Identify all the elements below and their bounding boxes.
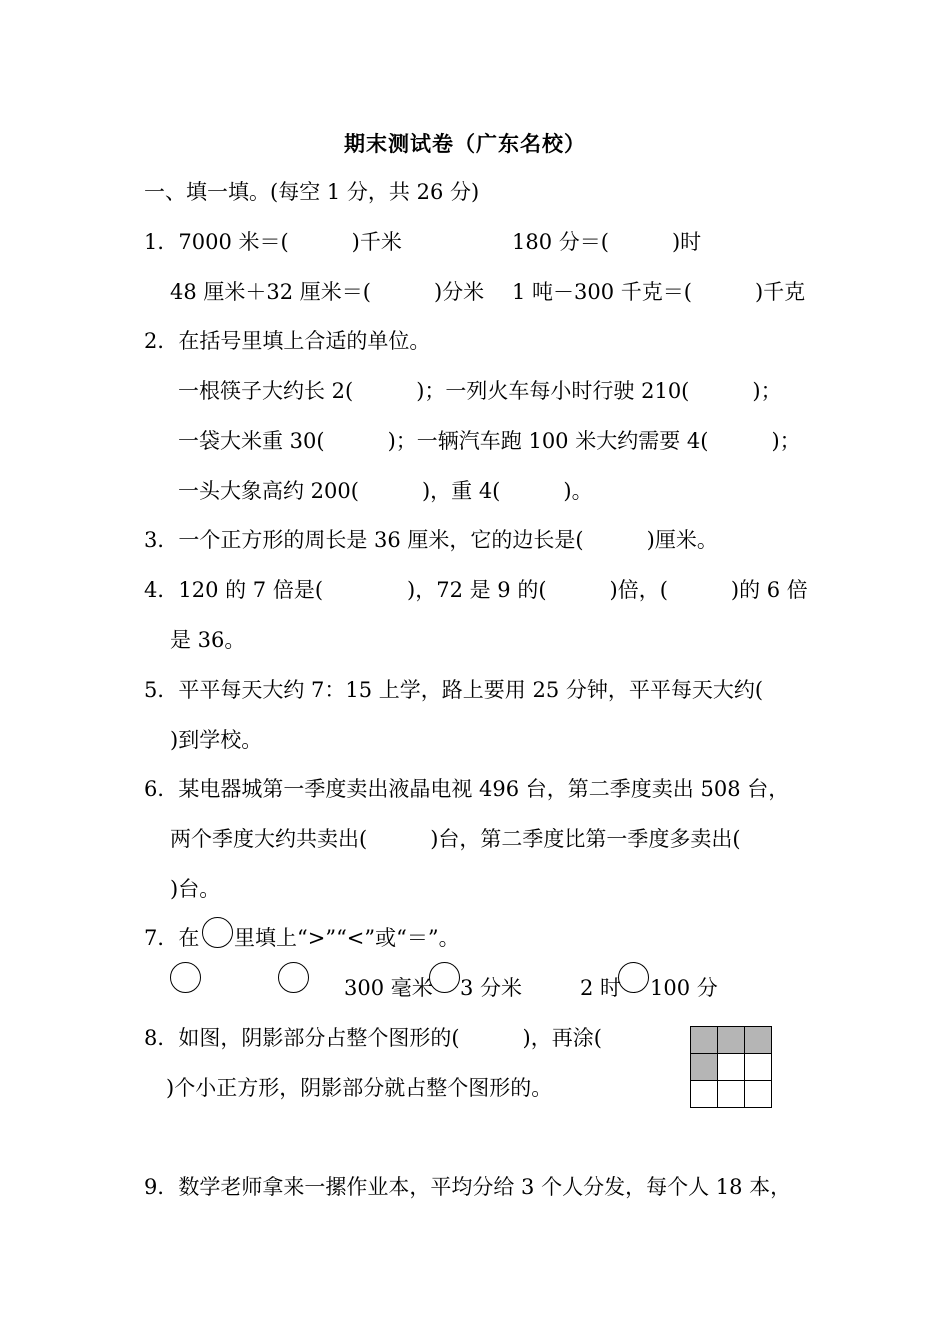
q2-line-2: 一袋大米重 30( )；一辆汽车跑 100 米大约需要 4( )； (178, 429, 801, 453)
q1-part-a: 1．7000 米＝( )千米 (144, 230, 402, 254)
section-heading: 一、填一填。(每空 1 分，共 26 分) (144, 180, 480, 204)
q4-line-1: 4．120 的 7 倍是( )，72 是 9 的( )倍，( )的 6 倍 (144, 578, 808, 602)
q7-sample-circle (202, 917, 233, 948)
q2-line-1: 一根筷子大约长 2( )；一列火车每小时行驶 210( )； (178, 379, 782, 403)
q1-part-c: 48 厘米＋32 厘米＝( )分米 (170, 280, 485, 304)
q9-text: 9．数学老师拿来一摞作业本，平均分给 3 个人分发，每个人 18 本， (144, 1175, 792, 1199)
shaded-grid-figure (690, 1026, 772, 1108)
q5-line-1: 5．平平每天大约 7：15 上学，路上要用 25 分钟，平平每天大约( (144, 678, 764, 702)
q5-line-2: )到学校。 (170, 728, 263, 752)
q1-part-d: 1 吨－300 千克＝( )千克 (512, 280, 806, 304)
q7-item4-left: 2 时 (580, 976, 622, 1000)
compare-circle-4[interactable] (618, 962, 649, 993)
q7-item3-left: 300 毫米 (344, 976, 433, 1000)
grid-cell-empty (718, 1054, 745, 1081)
compare-circle-2[interactable] (278, 962, 309, 993)
grid-cell-empty (718, 1081, 745, 1108)
page-title: 期末测试卷（广东名校） (344, 131, 586, 156)
q8-line-2: )个小正方形，阴影部分就占整个图形的。 (166, 1076, 553, 1100)
q3-text: 3．一个正方形的周长是 36 厘米，它的边长是( )厘米。 (144, 528, 718, 552)
compare-circle-3[interactable] (429, 962, 460, 993)
q7-item4-right: 100 分 (650, 976, 718, 1000)
grid-cell-empty (745, 1081, 772, 1108)
grid-cell-shaded (745, 1027, 772, 1054)
grid-cell-shaded (691, 1027, 718, 1054)
q6-line-3: )台。 (170, 877, 221, 901)
q2-stem: 2．在括号里填上合适的单位。 (144, 329, 431, 353)
q2-line-3: 一头大象高约 200( )，重 4( )。 (178, 479, 593, 503)
compare-circle-1[interactable] (170, 962, 201, 993)
q6-line-2: 两个季度大约共卖出( )台，第二季度比第一季度多卖出( (170, 827, 741, 851)
grid-cell-empty (745, 1054, 772, 1081)
grid-cell-empty (691, 1081, 718, 1108)
q7-instruction: 里填上“>”“<”或“＝”。 (234, 926, 460, 950)
q7-item3-right: 3 分米 (460, 976, 523, 1000)
grid-cell-shaded (691, 1054, 718, 1081)
q6-line-1: 6．某电器城第一季度卖出液晶电视 496 台，第二季度卖出 508 台， (144, 777, 790, 801)
q8-line-1: 8．如图，阴影部分占整个图形的( )，再涂( (144, 1026, 602, 1050)
q7-prefix: 7．在 (144, 926, 200, 950)
grid-cell-shaded (718, 1027, 745, 1054)
q1-part-b: 180 分＝( )时 (512, 230, 702, 254)
q4-line-2: 是 36。 (170, 628, 246, 652)
